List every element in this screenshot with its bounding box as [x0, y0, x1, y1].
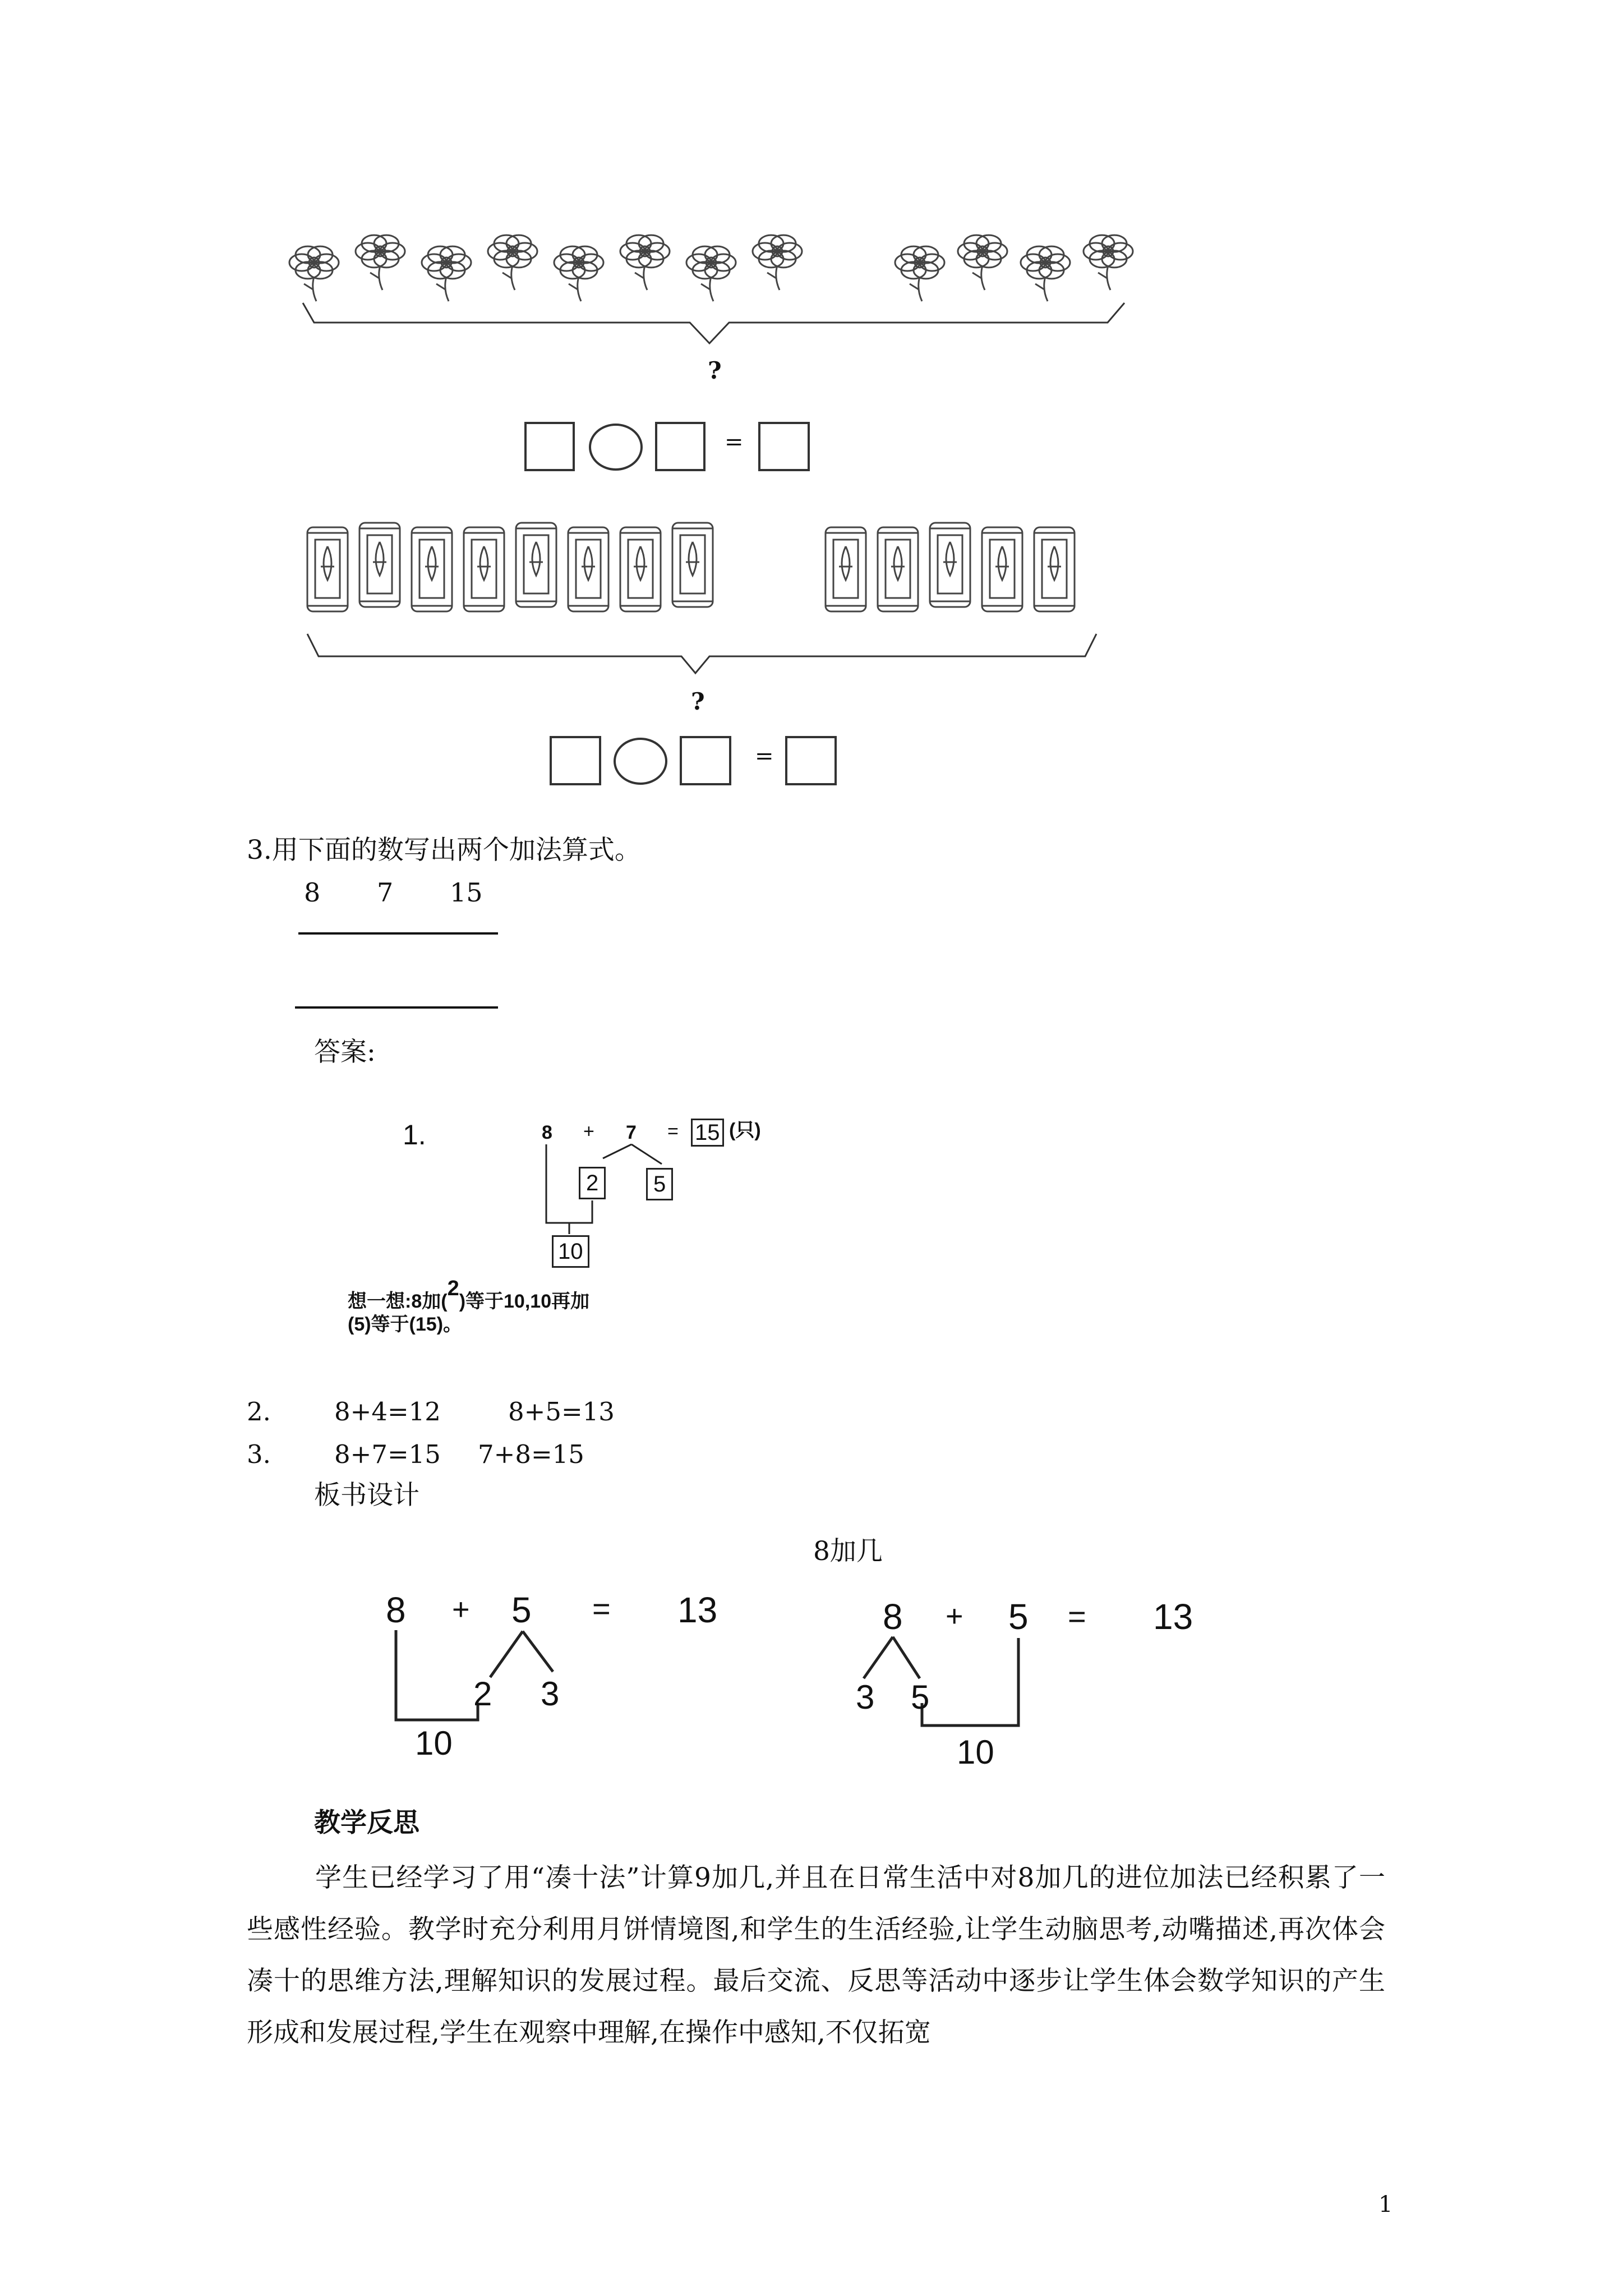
- answer-3-eq1: 8+7=15: [334, 1439, 441, 1469]
- board-b: 5: [1008, 1596, 1029, 1637]
- eq-b: 7: [626, 1122, 637, 1143]
- equals-sign: =: [725, 429, 744, 455]
- answer-3-eq2: 7+8=15: [478, 1439, 584, 1469]
- think-text: 想一想:8加(: [348, 1291, 448, 1312]
- answer-3-number: 3.: [247, 1439, 271, 1469]
- board-split: 3: [856, 1678, 875, 1716]
- answer-1-number: 1.: [403, 1119, 426, 1151]
- answer-2-eq2: 8+5=13: [508, 1397, 615, 1427]
- reflection-heading: 教学反思: [314, 1807, 419, 1838]
- think-line-2: (5)等于(15)。: [348, 1314, 463, 1335]
- ten-box: 10: [552, 1235, 589, 1268]
- board-equals: =: [592, 1591, 611, 1626]
- equals-sign: =: [755, 743, 774, 769]
- answer-2-number: 2.: [247, 1397, 271, 1427]
- eq-unit: (只): [729, 1120, 761, 1141]
- exercise-3-title: 3.用下面的数写出两个加法算式。: [247, 835, 641, 866]
- board-split: 3: [541, 1675, 560, 1713]
- answer-2-eq1: 8+4=12: [334, 1397, 441, 1427]
- board-op: +: [946, 1599, 963, 1633]
- think-text: )等于10,10再加: [459, 1291, 590, 1312]
- board-a: 8: [386, 1590, 406, 1630]
- board-ten: 10: [415, 1724, 453, 1762]
- reflection-text: 学生已经学习了用“凑十法”计算9加几,并且在日常生活中对8加几的进位加法已经积累了一些感性经验。教学时充分利用月饼情境图,和学生的生活经验,让学生动脑思考,动嘴描述,再次体会凑十的思维方法,理解知识的发展过程。最后交流、反思等活动中逐步让学生体会数学知识的产生形成和发展过程,学生在观察中理解,在操作中感知,不仅拓宽: [247, 1862, 1385, 2048]
- board-split: 5: [911, 1678, 930, 1716]
- board-result: 13: [1153, 1596, 1193, 1637]
- board-op: +: [452, 1593, 470, 1626]
- split-value: 5: [646, 1168, 673, 1200]
- board-a: 8: [883, 1596, 903, 1637]
- page-number: 1: [1378, 2192, 1393, 2217]
- can-question-mark: ?: [691, 688, 705, 715]
- board-equals: =: [1068, 1599, 1086, 1634]
- board-heading: 板书设计: [314, 1480, 419, 1511]
- eq-op: +: [583, 1121, 594, 1142]
- board-b: 5: [511, 1590, 532, 1630]
- board-result: 13: [677, 1590, 718, 1630]
- eq-result: 15: [691, 1119, 724, 1147]
- think-fill: 2: [447, 1277, 459, 1300]
- eq-a: 8: [542, 1122, 552, 1143]
- eq-equals: =: [667, 1121, 679, 1142]
- board-ten: 10: [957, 1733, 994, 1771]
- answers-heading: 答案:: [314, 1037, 376, 1068]
- exercise-3-number: 7: [377, 877, 394, 908]
- flower-question-mark: ?: [708, 357, 722, 384]
- exercise-3-number: 8: [304, 877, 321, 908]
- board-title: 8加几: [813, 1536, 883, 1567]
- exercise-3-number: 15: [450, 877, 483, 908]
- split-value: 2: [579, 1167, 606, 1199]
- board-split: 2: [473, 1675, 492, 1713]
